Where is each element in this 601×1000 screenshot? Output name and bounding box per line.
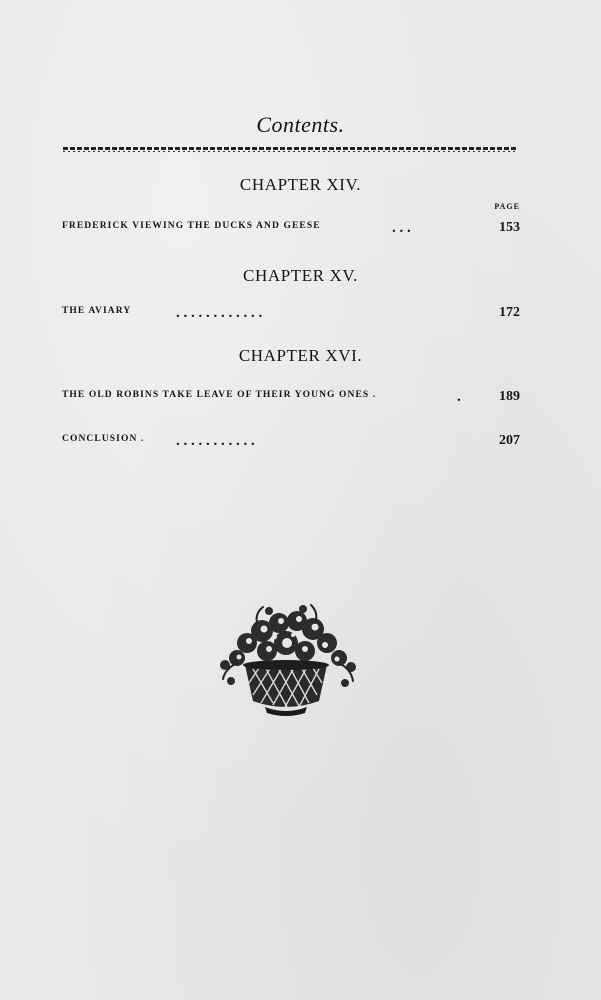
entry-title: THE OLD ROBINS TAKE LEAVE OF THEIR YOUNG ONES . — [62, 390, 377, 400]
running-head: Contents. — [256, 112, 345, 137]
entry-title: THE AVIARY — [62, 306, 132, 316]
toc-entry[interactable] — [62, 432, 520, 450]
header-rule-thin — [63, 151, 518, 152]
page-number: 172 — [499, 305, 520, 320]
dot-leaders: . . . . . . . . . . . — [176, 433, 255, 449]
chapter-heading-xvi: CHAPTER XVI. — [238, 346, 363, 365]
entry-title: CONCLUSION . — [62, 434, 145, 444]
dot-leaders: . . . . . . . . . . . . — [176, 305, 263, 321]
dot-leaders: . — [457, 389, 461, 405]
page-number: 189 — [499, 389, 520, 404]
toc-entry[interactable] — [62, 219, 520, 237]
chapter-heading-xiv: CHAPTER XIV. — [239, 175, 362, 194]
page-number: 153 — [499, 220, 520, 235]
toc-entry[interactable] — [62, 304, 520, 322]
toc-entry[interactable] — [62, 388, 520, 406]
header-rule — [63, 147, 518, 150]
flower-basket-icon — [207, 603, 365, 718]
page-number: 207 — [499, 433, 520, 448]
dot-leaders: . . . — [392, 220, 411, 236]
entry-title: FREDERICK VIEWING THE DUCKS AND GEESE — [62, 221, 321, 231]
chapter-heading-xv: CHAPTER XV. — [243, 266, 358, 285]
page-column-label: PAGE — [494, 202, 520, 211]
